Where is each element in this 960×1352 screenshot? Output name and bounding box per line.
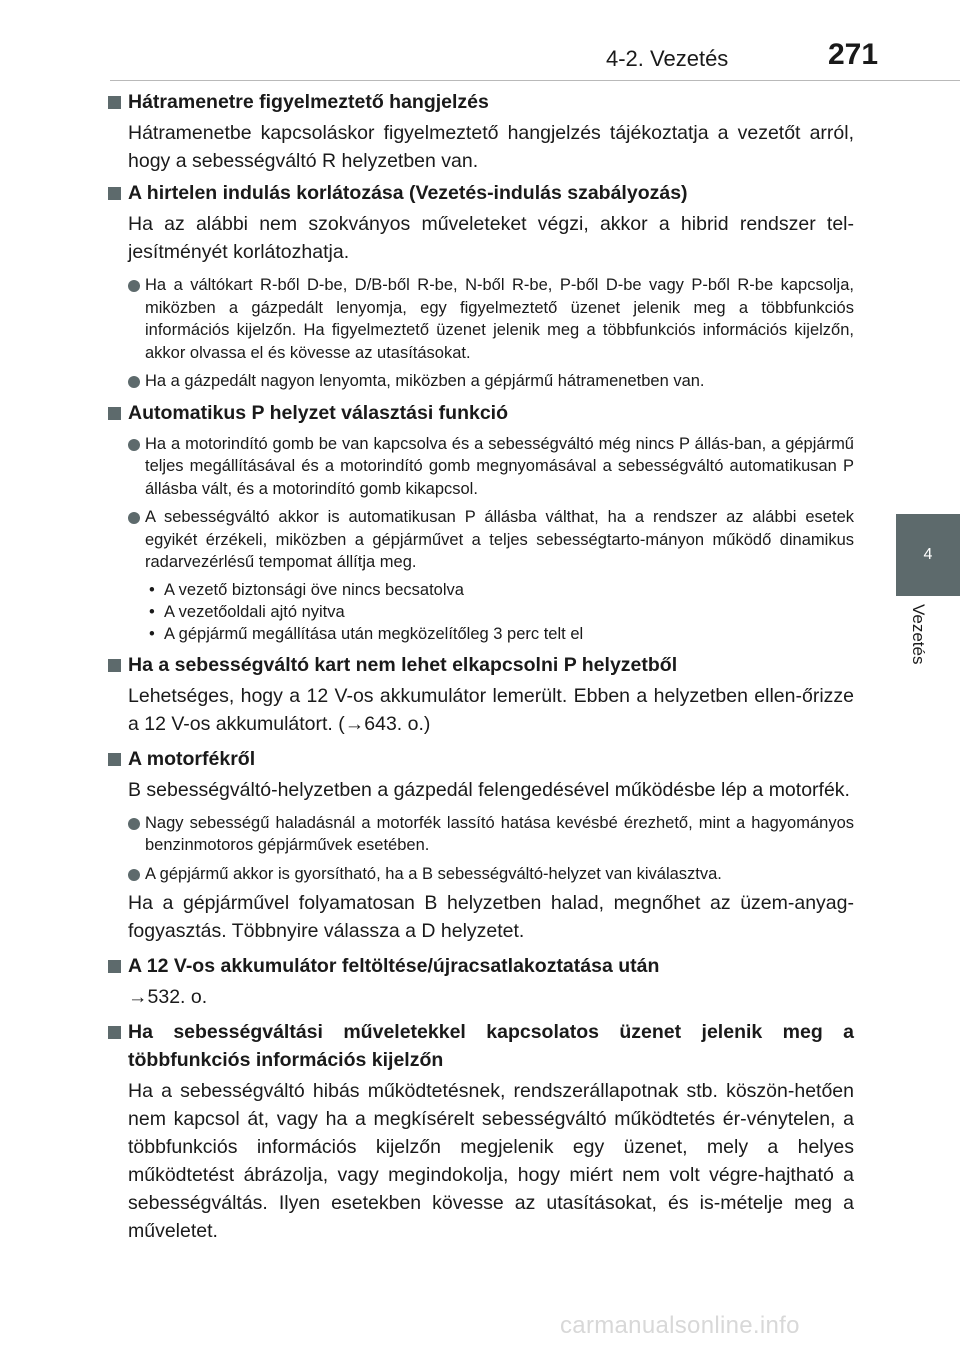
section [108,952,854,1011]
chapter-label: Vezetés [909,604,928,665]
paragraph: Lehetséges, hogy a 12 V-os akkumulátor lemerült. Ebben a helyzetben ellen-őrizze a 12 V-os akkumulátort. (→643. o.) [128,684,854,735]
square-bullet-icon [108,407,121,420]
round-bullet-icon [128,439,140,451]
section-heading: Ha a sebességváltó kart nem lehet elkapcsolni P helyzetből [108,651,854,679]
paragraph: Ha a sebességváltó hibás működtetésnek, rendszerállapotnak stb. köszön-hetően nem kapcsol át, vagy ha a megkísérelt sebességváltó működtetés ér-vénytelen, a többfunkciós információs kijelzőn megjelenik egy üzenet, mely a helyes működtetést ábrázolja, vagy megindokolja, hogy miért nem volt végre-hajtható a sebességváltás. Ilyen esetekben kövesse az utasításokat, és is-mételje meg a műveletet. [128,1080,854,1242]
bullet-item: A sebességváltó akkor is automatikusan P állásba válthat, ha a rendszer az alábbi esetek egyikét érzékeli, miközben a gépjárművet a teljes sebességtarto-mányon működő dinamikus radarvezérlésű tempomat állítja meg. [128,506,854,574]
chapter-number: 4 [923,546,933,563]
bullet-item: Ha a váltókart R-ből D-be, D/B-ből R-be, N-ből R-be, P-ből D-be vagy P-ből R-be kapcsolja, miközben a gázpedált lenyomja, egy figyelmeztető üzenet jelenik meg a többfunkciós információs kijelzőn. Ha figyelmeztető üzenet jelenik meg a többfunkciós információs kijelzőn, akkor olvassa el és kövesse az utasításokat. [128,274,854,364]
round-bullet-icon [128,818,140,830]
section [108,745,854,946]
paragraph: Ha a gépjárművel folyamatosan B helyzetben halad, megnőhet az üzem-anyag-fogyasztás. Többnyire válassza a D helyzetet. [128,892,854,942]
sub-list-item: • A gépjármű megállítása után megközelítőleg 3 perc telt el [149,624,584,643]
section-heading: Automatikus P helyzet választási funkció [108,399,854,427]
paragraph: Ha az alábbi nem szokványos műveleteket végzi, akkor a hibrid rendszer tel-jesítményét korlátozhatja. [128,213,854,263]
square-bullet-icon [108,960,121,973]
square-bullet-icon [108,187,121,200]
section-heading: A motorfékről [108,745,854,773]
section-heading: A hirtelen indulás korlátozása (Vezetés-indulás szabályozás) [108,179,854,207]
square-bullet-icon [108,1026,121,1039]
watermark: carmanualsonline.info [560,1312,800,1339]
square-bullet-icon [108,96,121,109]
sub-list-item: • A vezető biztonsági öve nincs becsatolva [149,580,464,599]
round-bullet-icon [128,376,140,388]
section [108,88,854,175]
round-bullet-icon [128,869,140,881]
round-bullet-icon [128,512,140,524]
header-divider [110,80,960,81]
bullet-item: A gépjármű akkor is gyorsítható, ha a B sebességváltó-helyzet van kiválasztva. [128,863,854,886]
section [108,651,854,738]
section-heading: A 12 V-os akkumulátor feltöltése/újracsatlakoztatása után [108,952,854,980]
paragraph: →532. o. [128,986,208,1008]
section [108,179,854,393]
sub-list-item: • A vezetőoldali ajtó nyitva [149,602,345,621]
paragraph: Hátramenetbe kapcsoláskor figyelmeztető hangjelzés tájékoztatja a vezetőt arról, hogy a sebességváltó R helyzetben van. [128,122,854,172]
paragraph: B sebességváltó-helyzetben a gázpedál felengedésével működésbe lép a motorfék. [128,778,850,801]
bullet-item: Ha a gázpedált nagyon lenyomta, miközben a gépjármű hátramenetben van. [128,370,854,393]
section [108,399,854,645]
page-number: 271 [828,38,879,71]
section-heading: Hátramenetre figyelmeztető hangjelzés [108,88,854,116]
section [108,1018,854,1245]
bullet-item: Ha a motorindító gomb be van kapcsolva és a sebességváltó még nincs P állás-ban, a gépjármű teljes megállításával és a motorindító gomb megnyomásával a sebességváltó automatikusan P állásba vált, és a motorindító gomb kikapcsol. [128,433,854,501]
square-bullet-icon [108,753,121,766]
chapter-tab [896,514,960,596]
square-bullet-icon [108,659,121,672]
header-section-title: 4-2. Vezetés [606,46,729,71]
page-content [108,88,854,1245]
section-heading: Ha sebességváltási műveletekkel kapcsolatos üzenet jelenik meg a többfunkciós információs kijelzőn [108,1018,854,1074]
bullet-item: Nagy sebességű haladásnál a motorfék lassító hatása kevésbé érezhető, mint a hagyományos benzinmotoros gépjárművek esetében. [128,812,854,857]
round-bullet-icon [128,280,140,292]
